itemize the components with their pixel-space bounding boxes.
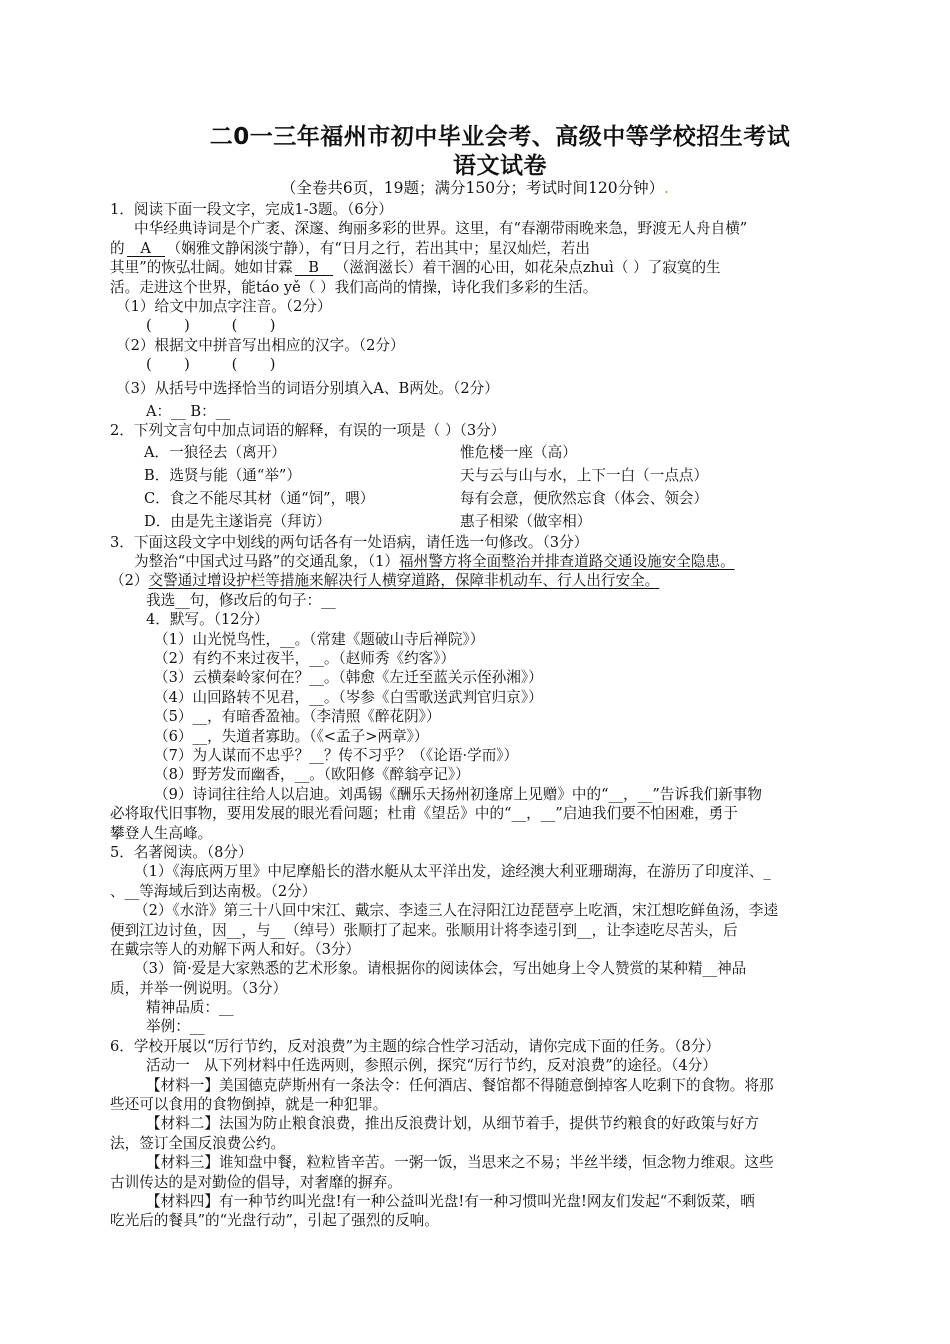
q4-item[interactable]: （8）野芳发而幽香，__。（欧阳修《醉翁亭记》） (154, 766, 470, 784)
q4-item-9-cont: 攀登人生高峰。 (110, 824, 213, 842)
blank-b[interactable]: B (295, 260, 333, 276)
exam-meta-text: （全卷共6页，19题；满分150分；考试时间120分钟） (280, 179, 665, 197)
q4-stem: 4．默写。（12分） (146, 611, 269, 629)
q2-option-d[interactable]: D．由是先主遂诣亮（拜访） 惠子相梁（做宰相） (144, 512, 592, 530)
meta-mark: . (664, 179, 670, 197)
q3-underlined-sentence-2: 交警通过增设护栏等措施来解决行人横穿道路，保障非机动车、行人出行安全。 (148, 572, 660, 590)
q4-item[interactable]: （2）有约不来过夜半，__。（赵师秀《约客》） (154, 650, 456, 668)
q2-stem: 2．下列文言句中加点词语的解释，有误的一项是（ ）（3分） (110, 422, 506, 440)
q5-sub3-quality[interactable]: 精神品质：__ (146, 999, 234, 1017)
q5-sub3-example[interactable]: 举例：__ (146, 1018, 205, 1036)
q5-sub2: （2）《水浒》第三十八回中宋江、戴宗、李逵三人在浔阳江边琵琶亭上吃酒，宋江想吃鲜鱼汤，李逵 (134, 902, 779, 920)
exam-subject: 语文试卷 (453, 153, 547, 179)
q4-item[interactable]: （6）__，失道者寡助。（《<孟子>两章》） (154, 727, 429, 745)
q3-passage-line: （2）交警通过增设护栏等措施来解决行人横穿道路，保障非机动车、行人出行安全。 (110, 572, 660, 590)
blank-a[interactable]: A (127, 241, 165, 257)
q2-option-c[interactable]: C．食之不能尽其材（通“饲”，喂） 每有会意，便欣然忘食（体会、领会） (144, 489, 709, 507)
q1-sub2: （2）根据文中拼音写出相应的汉字。（2分） (116, 336, 405, 354)
q5-sub2-cont: 在戴宗等人的劝解下两人和好。（3分） (110, 940, 361, 958)
q6-material-1: 【材料一】美国德克萨斯州有一条法令：任何酒店、餐馆都不得随意倒掉客人吃剩下的食物。将那 (146, 1076, 774, 1094)
q1-sub2-answer-blanks[interactable]: ( ) ( ) (146, 356, 276, 374)
exam-meta (0, 176, 950, 198)
q1-passage-line: 的 A （娴雅文静闲淡宁静），有“日月之行，若出其中；星汉灿烂，若出 (110, 239, 590, 257)
q6-material-3-cont: 古训传达的是对勤俭的倡导，对奢靡的摒弃。 (110, 1173, 402, 1191)
exam-title: 二0一三年福州市初中毕业会考、高级中等学校招生考试 (209, 124, 791, 150)
q1-sub3-answer[interactable]: A：__ B：__ (146, 402, 231, 420)
q5-sub3[interactable]: （3）简·爱是大家熟悉的艺术形象。请根据你的阅读体会，写出她身上令人赞赏的某种精__神品 (134, 960, 747, 978)
q5-sub2-cont[interactable]: 便到江边讨鱼，因__，与__（绰号）张顺打了起来。张顺用计将李逵引到__，让李逵吃尽苦头，后 (110, 921, 738, 939)
q6-activity-1: 活动一 从下列材料中任选两则，参照示例，探究“厉行节约，反对浪费”的途径。（4分） (146, 1057, 717, 1075)
q4-item-9-cont[interactable]: 必将取代旧事物，要用发展的眼光看问题；杜甫《望岳》中的“__，__”启迪我们要不怕困难，勇于 (110, 805, 738, 823)
q5-sub3-cont: 质，并举一例说明。（3分） (110, 979, 288, 997)
q3-answer-line[interactable]: 我选__句，修改后的句子：__ (146, 591, 336, 609)
q6-material-3: 【材料三】谁知盘中餐，粒粒皆辛苦。一粥一饭，当思来之不易；半丝半缕，恒念物力维艰。这些 (146, 1154, 774, 1172)
q6-material-2-cont: 法，签订全国反浪费公约。 (110, 1134, 286, 1152)
q4-item-9[interactable]: （9）诗词往往给人以启迪。刘禹锡《酬乐天扬州初逢席上见赠》中的“__，__”告诉我们新事物 (154, 785, 762, 803)
q2-option-b[interactable]: B．选贤与能（通“举”） 天与云与山与水，上下一白（一点点） (144, 466, 709, 484)
exam-body (110, 200, 855, 1231)
q4-item[interactable]: （5）__，有暗香盈袖。（李清照《醉花阴》） (154, 708, 441, 726)
q1-sub3: （3）从括号中选择恰当的词语分别填入A、B两处。（2分） (116, 379, 499, 397)
q6-material-1-cont: 些还可以食用的食物倒掉，就是一种犯罪。 (110, 1096, 388, 1114)
q3-passage-line: 为整治“中国式过马路”的交通乱象，（1）福州警方将全面整治并排查道路交通设施安全隐患。 (134, 553, 735, 571)
q1-sub1: （1）给文中加点字注音。（2分） (116, 297, 332, 315)
q5-sub1-cont[interactable]: 、__等海域后到达南极。（2分） (110, 882, 317, 900)
q6-material-4: 【材料四】有一种节约叫光盘!有一种公益叫光盘!有一种习惯叫光盘!网友们发起“不剩饭菜，晒 (146, 1192, 755, 1210)
q4-item[interactable]: （7）为人谋而不忠乎？__？传不习乎？（《论语·学而》） (154, 746, 519, 764)
q6-stem: 6．学校开展以“厉行节约，反对浪费”为主题的综合性学习活动，请你完成下面的任务。（8分） (110, 1037, 720, 1055)
q1-passage-line: 其里”的恢弘壮阔。她如甘霖 B （滋润滋长）着干涸的心田，如花朵点zhuì（ ）了寂寞的生 (110, 259, 721, 277)
q6-material-4-cont: 吃光后的餐具”的“光盘行动”，引起了强烈的反响。 (110, 1212, 439, 1230)
q4-item[interactable]: （1）山光悦鸟性，__。（常建《题破山寺后禅院》） (154, 630, 485, 648)
q6-material-2: 【材料二】法国为防止粮食浪费，推出反浪费计划，从细节着手，提供节约粮食的好政策与好方 (146, 1115, 759, 1133)
q3-stem: 3．下面这段文字中划线的两句话各有一处语病，请任选一句修改。（3分） (110, 533, 589, 551)
q4-item[interactable]: （4）山回路转不见君，__。（岑参《白雪歌送武判官归京》） (154, 688, 543, 706)
q1-stem: 1．阅读下面一段文字，完成1-3题。（6分） (110, 201, 393, 218)
q2-option-a[interactable]: A．一狼径去（离开） 惟危楼一座（高） (144, 443, 577, 461)
q5-sub1[interactable]: （1）《海底两万里》中尼摩船长的潜水艇从太平洋出发，途经澳大利亚珊瑚海，在游历了印度洋、_ (134, 863, 771, 881)
q3-underlined-sentence-1: 福州警方将全面整治并排查道路交通设施安全隐患。 (399, 553, 735, 571)
q4-item[interactable]: （3）云横秦岭家何在？__。（韩愈《左迁至蓝关示侄孙湘》） (154, 669, 543, 687)
q5-stem: 5．名著阅读。（8分） (110, 843, 253, 861)
q1-passage-line: 中华经典诗词是个广袤、深邃、绚丽多彩的世界。这里，有“春潮带雨晚来急，野渡无人舟自横” (134, 220, 748, 238)
q1-sub1-answer-blanks[interactable]: ( ) ( ) (146, 317, 276, 335)
q1-passage-line: 活。走进这个世界，能táo yě（ ）我们高尚的情操，诗化我们多彩的生活。 (110, 278, 598, 296)
